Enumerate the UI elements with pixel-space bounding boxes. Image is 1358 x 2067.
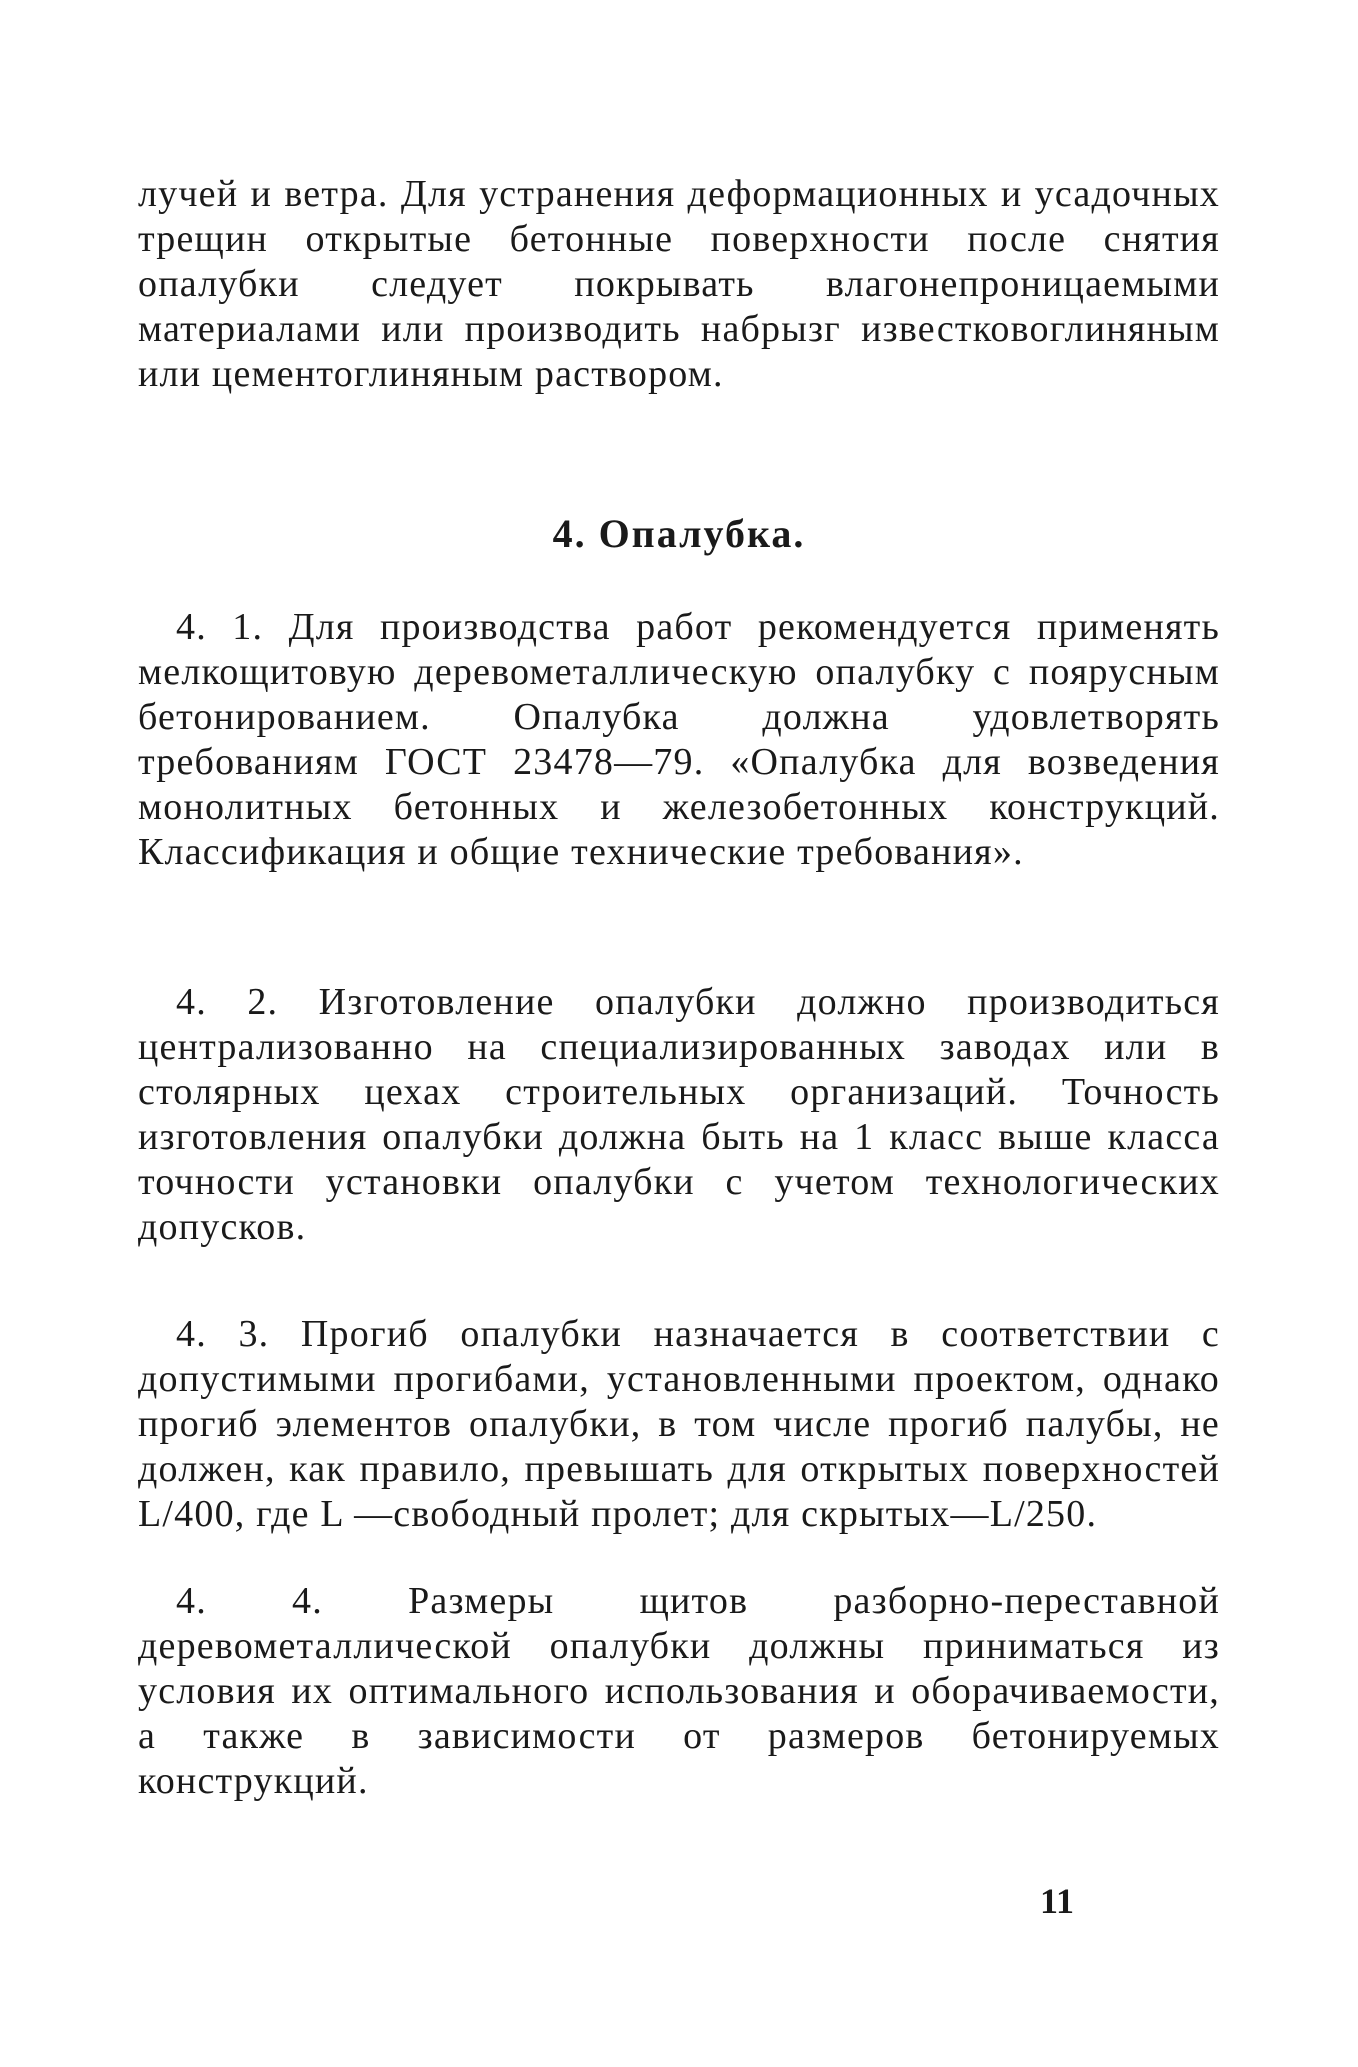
- intro-text: лучей и ветра. Для устранения деформационных и усадочных трещин открытые бетонные поверхности после снятия опалубки следует покрывать влагонепроницаемыми материалами или производить набрызг известковоглиняным или цементоглиняным раствором.: [138, 173, 1220, 395]
- intro-paragraph: [138, 172, 1220, 397]
- paragraph-4-1: [138, 605, 1220, 875]
- paragraph-4-2: [138, 980, 1220, 1250]
- page-number: 11: [1040, 1881, 1075, 1921]
- paragraph-4-4: [138, 1579, 1220, 1804]
- paragraph-text: 4. 2. Изготовление опалубки должно производиться централизованно на специализированных заводах или в столярных цехах строительных организаций. Точность изготовления опалубки должна быть на 1 класс выше класса точности установки опалубки с учетом технологических допусков.: [138, 981, 1220, 1248]
- paragraph-text: 4. 1. Для производства работ рекомендуется применять мелкощитовую деревометаллическую опалубку с поярусным бетонированием. Опалубка должна удовлетворять требованиям ГОСТ 23478—79. «Опалубка для возведения монолитных бетонных и железобетонных конструкций. Классификация и общие технические требования».: [138, 606, 1220, 873]
- paragraph-text: 4. 4. Размеры щитов разборно-переставной деревометаллической опалубки должны приниматься из условия их оптимального использования и оборачиваемости, а также в зависимости от размеров бетонируемых конструкций.: [138, 1580, 1220, 1802]
- paragraph-4-3: [138, 1312, 1220, 1537]
- paragraph-text: 4. 3. Прогиб опалубки назначается в соответствии с допустимыми прогибами, установленными проектом, однако прогиб элементов опалубки, в том числе прогиб палубы, не должен, как правило, превышать для открытых поверхностей L/400, где L —свободный пролет; для скрытых—L/250.: [138, 1313, 1220, 1535]
- section-title: 4. Опалубка.: [552, 511, 806, 556]
